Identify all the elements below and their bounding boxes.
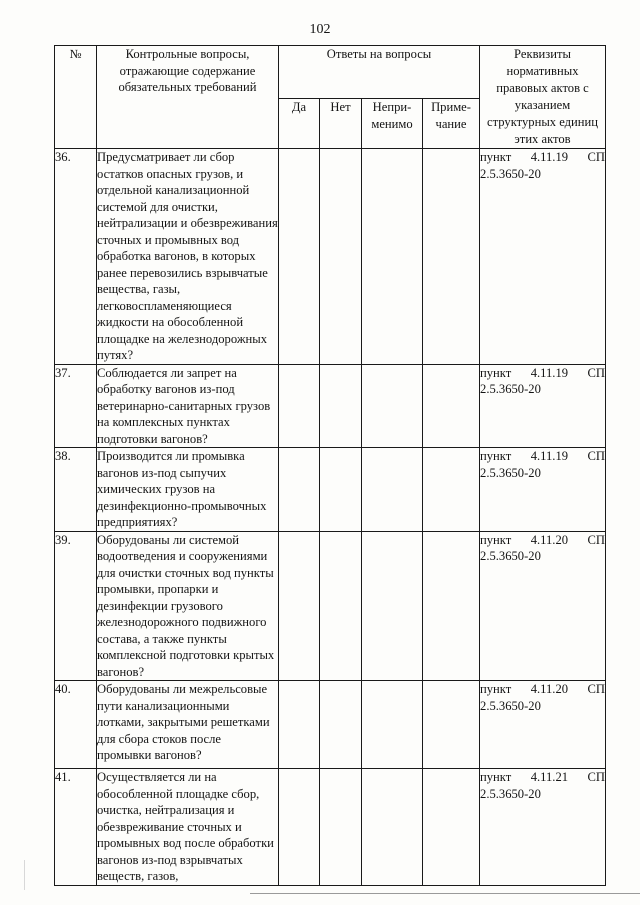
requisite-document: 2.5.3650-20 (480, 698, 541, 713)
checklist-rows (55, 149, 606, 886)
requisite-document: 2.5.3650-20 (480, 786, 541, 801)
requisite-code: СП (587, 449, 606, 463)
answer-no-cell[interactable] (320, 531, 362, 681)
answer-note-cell[interactable] (423, 149, 480, 365)
header-answer-note: Приме- чание (423, 98, 480, 148)
row-question: Оборудованы ли межрельсовые пути канализационными лотками, закрытыми решетками для сбора стоков после промывки вагонов? (97, 681, 279, 769)
row-number: 41. (55, 769, 97, 886)
answer-note-cell[interactable] (423, 769, 480, 886)
row-question: Оборудованы ли системой водоотведения и сооружениями для очистки сточных вод пункты промывки, пропарки и дезинфекции грузового железнодорожного подвижного состава, а также пункты комплексной подготовки крытых вагонов? (97, 531, 279, 681)
header-answer-no: Нет (320, 98, 362, 148)
answer-not-applicable-cell[interactable] (362, 364, 423, 448)
requisite-clause: 4.11.19 (530, 150, 569, 164)
requisite-code: СП (587, 682, 606, 696)
requisite-document: 2.5.3650-20 (480, 382, 541, 396)
requisite-document: 2.5.3650-20 (480, 166, 541, 181)
table-row (55, 364, 606, 448)
requisite-word: пункт (480, 682, 512, 696)
scan-margin-mark (0, 860, 25, 890)
requisite-code: СП (587, 532, 606, 547)
requisite-code: СП (587, 150, 606, 164)
requisite-word: пункт (480, 449, 512, 463)
requisite-document: 2.5.3650-20 (480, 465, 541, 480)
row-number: 40. (55, 681, 97, 769)
requisite-clause: 4.11.21 (530, 770, 569, 784)
answer-yes-cell[interactable] (279, 448, 320, 532)
answer-no-cell[interactable] (320, 769, 362, 886)
answer-note-cell[interactable] (423, 448, 480, 532)
table-row (55, 448, 606, 532)
row-requisites (480, 681, 606, 769)
answer-yes-cell[interactable] (279, 364, 320, 448)
answer-note-cell[interactable] (423, 531, 480, 681)
table-row (55, 769, 606, 886)
row-number: 39. (55, 531, 97, 681)
table-row (55, 681, 606, 769)
answer-no-cell[interactable] (320, 364, 362, 448)
row-number: 36. (55, 149, 97, 365)
answer-no-cell[interactable] (320, 448, 362, 532)
header-answer-not-applicable: Непри- менимо (362, 98, 423, 148)
answer-yes-cell[interactable] (279, 681, 320, 769)
header-answer-yes: Да (279, 98, 320, 148)
answer-note-cell[interactable] (423, 681, 480, 769)
checklist-table (54, 45, 606, 886)
answer-not-applicable-cell[interactable] (362, 531, 423, 681)
table-row (55, 149, 606, 365)
answer-not-applicable-cell[interactable] (362, 448, 423, 532)
row-question: Производится ли промывка вагонов из-под сыпучих химических грузов на дезинфекционно-промывочных предприятиях? (97, 448, 279, 532)
requisite-clause: 4.11.19 (530, 365, 569, 380)
answer-note-cell[interactable] (423, 364, 480, 448)
row-requisites (480, 531, 606, 681)
row-requisites (480, 448, 606, 532)
answer-not-applicable-cell[interactable] (362, 149, 423, 365)
row-requisites (480, 364, 606, 448)
answer-not-applicable-cell[interactable] (362, 769, 423, 886)
requisite-code: СП (587, 770, 606, 784)
answer-yes-cell[interactable] (279, 769, 320, 886)
row-requisites (480, 149, 606, 365)
table-row (55, 531, 606, 681)
row-question: Предусматривает ли сбор остатков опасных грузов, и отдельной канализационной системой для очистки, нейтрализации и обезвреживания сточных и промывных вод обработка вагонов, в которых ранее перевозились взрывчатые вещества, газы, легковоспламеняющиеся жидкости на обособленной площадке на железнодорожных путях? (97, 150, 278, 362)
requisite-document: 2.5.3650-20 (480, 549, 541, 563)
requisite-clause: 4.11.20 (530, 682, 569, 696)
row-requisites (480, 769, 606, 886)
requisite-word: пункт (480, 532, 512, 547)
row-question: Осуществляется ли на обособленной площадке сбор, очистка, нейтрализация и обезвреживание сточных и промывных вод после обработки вагонов из-под взрывчатых веществ, газов, (97, 769, 279, 886)
requisite-word: пункт (480, 150, 512, 164)
page-bottom-rule (250, 893, 640, 894)
row-question: Соблюдается ли запрет на обработку вагонов из-под ветеринарно-санитарных грузов на комплексных пунктах подготовки вагонов? (97, 364, 279, 448)
answer-yes-cell[interactable] (279, 149, 320, 365)
requisite-word: пункт (480, 770, 512, 784)
requisite-word: пункт (480, 365, 512, 380)
header-number: № (55, 46, 97, 149)
requisite-clause: 4.11.20 (530, 532, 569, 547)
row-number: 37. (55, 364, 97, 448)
page-number: 102 (309, 22, 331, 37)
requisite-code: СП (587, 365, 606, 380)
requisite-clause: 4.11.19 (530, 449, 569, 463)
answer-no-cell[interactable] (320, 149, 362, 365)
answer-yes-cell[interactable] (279, 531, 320, 681)
answer-not-applicable-cell[interactable] (362, 681, 423, 769)
row-number: 38. (55, 448, 97, 532)
header-question: Контрольные вопросы, отражающие содержание обязательных требований (97, 46, 279, 149)
header-requisites: Реквизиты нормативных правовых актов с указанием структурных единиц этих актов (480, 46, 606, 149)
header-answers: Ответы на вопросы (279, 46, 480, 99)
answer-no-cell[interactable] (320, 681, 362, 769)
